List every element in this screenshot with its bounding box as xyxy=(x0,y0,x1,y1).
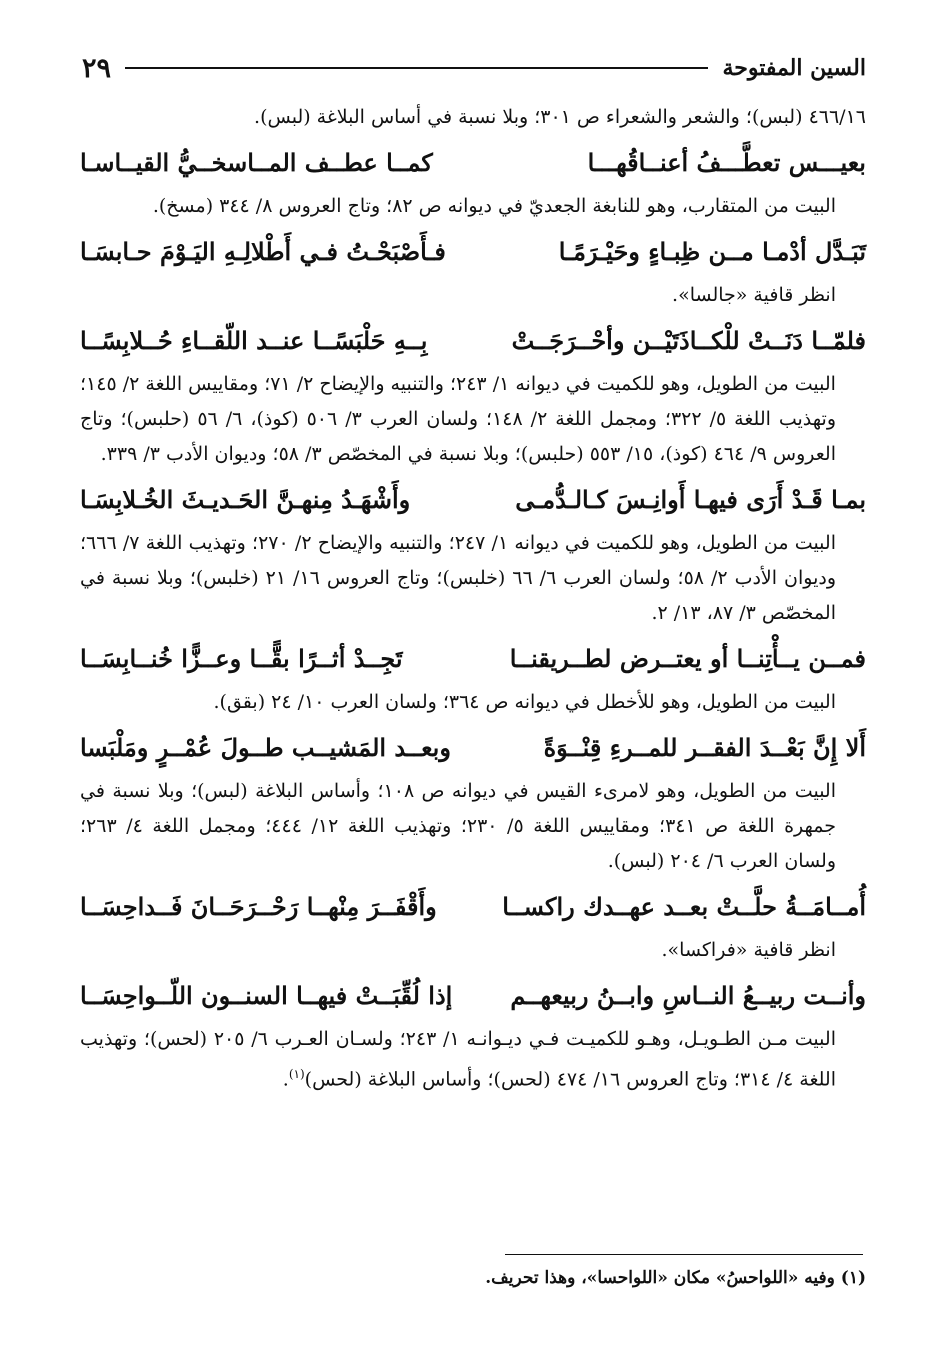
verse-first-hemistich: فلمّــا دَنَــتْ للْكــاذَتَيْــن وأحْــرَجَــتْ xyxy=(511,325,866,355)
verse-line xyxy=(80,224,866,278)
verse-second-hemistich: إذا لُقِّبَــتْ فيهــا السنــون اللّــواحِسَــا xyxy=(80,980,453,1010)
commentary-text: ٤٦٦/١٦ (لبس)؛ والشعر والشعراء ص ٣٠١؛ وبلا نسبة في أساس البلاغة (لبس). xyxy=(254,106,866,128)
commentary-paragraph xyxy=(80,685,866,720)
commentary-paragraph xyxy=(80,100,866,135)
commentary-paragraph xyxy=(80,278,866,313)
verse-second-hemistich: بِــهِ حَلْبَسًــا عنــد اللّقــاءِ حُــلابِسًــا xyxy=(80,325,428,355)
commentary-text: البيت من الطويل، وهو لامرىء القيس في ديوانه ص ١٠٨؛ وأساس البلاغة (لبس)؛ وبلا نسبة في جمهرة اللغة ص ٣٤١؛ ومقاييس اللغة ٥/ ٢٣٠؛ وتهذيب اللغة ١٢/ ٤٤٤؛ ومجمل اللغة ٤/ ٢٦٣؛ ولسان العرب ٦/ ٢٠٤ (لبس). xyxy=(80,780,836,872)
verse-line xyxy=(80,631,866,685)
footnote-marker: (١) xyxy=(288,1067,305,1081)
verse-first-hemistich: أُمــامَــةُ حلَّــتْ بعــد عهــدك راكســا xyxy=(502,891,866,921)
commentary-text: انظر قافية «فراكسا». xyxy=(661,939,836,961)
footnote: (١) وفيه «اللواحسُ» مكان «اللواحسا»، وهذا تحريف. xyxy=(485,1268,866,1288)
page-number: ٢٩ xyxy=(82,52,112,84)
verse-first-hemistich: أَلا إِنَّ بَعْــدَ الفقــر للمــرءِ قِنْــوَةً xyxy=(543,732,866,762)
commentary-paragraph xyxy=(80,774,866,879)
verse-second-hemistich: تَجِــدْ أثــرًا بقًّــا وعــزًّا خُنــابِسَــا xyxy=(80,643,403,673)
footnote-rule xyxy=(505,1254,863,1255)
commentary-text: البيت من الطويل، وهو للأخطل في ديوانه ص ٣٦٤؛ ولسان العرب ١٠/ ٢٤ (بقق). xyxy=(213,691,836,713)
page-header xyxy=(82,48,866,88)
verse-second-hemistich: فـأَصْبَحْـتُ فـي أَطْلالِـهِ اليَـوْمَ حـابسَـا xyxy=(80,236,446,266)
running-title: السين المفتوحة xyxy=(722,55,866,81)
header-rule xyxy=(125,67,708,69)
commentary-text: البيت من المتقارب، وهو للنابغة الجعديّ في ديوانه ص ٨٢؛ وتاج العروس ٨/ ٣٤٤ (مسخ). xyxy=(152,195,836,217)
verse-second-hemistich: وأَقْفَــرَ مِنْهــا رَحْــرَحَــانَ فَــداحِسَــا xyxy=(80,891,437,921)
commentary-text: انظر قافية «جالسا». xyxy=(672,284,836,306)
commentary-paragraph xyxy=(80,1022,866,1097)
commentary-text: البيت من الطويل، وهو للكميت في ديوانه ١/ ٢٤٣؛ والتنبيه والإيضاح ٢/ ٧١؛ ومقاييس اللغة ٢/ ١٤٥؛ وتهذيب اللغة ٥/ ٣٢٢؛ ومجمل اللغة ٢/ ١٤٨؛ ولسان العرب ٣/ ٥٠٦ (كوذ)، ٦/ ٥٦ (حلبس)؛ وتاج العروس ٩/ ٤٦٤ (كوذ)، ١٥/ ٥٥٣ (حلبس)؛ وبلا نسبة في المخصّص ٣/ ٥٨؛ وديوان الأدب ٣/ ٣٣٩. xyxy=(80,373,837,465)
commentary-paragraph xyxy=(80,933,866,968)
verse-second-hemistich: وأَشْهَـدُ مِنهـنَّ الحَـديـثَ الخُـلابِسَـا xyxy=(80,484,411,514)
verse-line xyxy=(80,879,866,933)
verse-line xyxy=(80,472,866,526)
verse-first-hemistich: فمــن يــأْتِنــا أو يعتــرض لطــريقنــا xyxy=(509,643,866,673)
verse-line xyxy=(80,968,866,1022)
commentary-paragraph xyxy=(80,526,866,631)
verse-line xyxy=(80,720,866,774)
verse-line xyxy=(80,313,866,367)
verse-line xyxy=(80,135,866,189)
verse-first-hemistich: بعيـــس تعطَّـــفُ أعنــاقُهـــا xyxy=(587,147,866,177)
verse-first-hemistich: تَبَـدَّل أدْمـا مــن ظِبـاءٍ وحَيْـرَمًـا xyxy=(558,236,866,266)
verse-first-hemistich: وأنــت ربيــعُ النــاسِ وابــنُ ربيعهــم xyxy=(510,980,866,1010)
verse-first-hemistich: بمـا قَـدْ أَرَى فيهـا أَوانِـسَ كـالـدُّمـى xyxy=(515,484,866,514)
commentary-text: البيت مـن الطـويـل، وهـو للكميـت فـي ديـوانـه ١/ ٢٤٣؛ ولسـان العـرب ٦/ ٢٠٥ (لحس)؛ وتهذيب اللغة ٤/ ٣١٤؛ وتاج العروس ١٦/ ٤٧٤ (لحس)؛ وأساس البلاغة (لحس) xyxy=(80,1028,836,1091)
page-content xyxy=(80,100,866,1097)
commentary-tail: . xyxy=(282,1068,289,1091)
verse-second-hemistich: كمــا عطــف المــاسخــيُّ القيــاسـا xyxy=(80,147,433,177)
commentary-paragraph xyxy=(80,367,866,472)
verse-second-hemistich: وبعــد المَشيــب طــولَ عُمْــرٍ ومَلْبَسا xyxy=(80,732,451,762)
commentary-paragraph xyxy=(80,189,866,224)
commentary-text: البيت من الطويل، وهو للكميت في ديوانه ١/ ٢٤٧؛ والتنبيه والإيضاح ٢/ ٢٧٠؛ وتهذيب اللغة ٧/ ٦٦٦؛ وديوان الأدب ٢/ ٥٨؛ ولسان العرب ٦/ ٦٦ (خلبس)؛ وتاج العروس ١٦/ ٢١ (خلبس)؛ وبلا نسبة في المخصّص ٣/ ٨٧، ١٣/ ٢. xyxy=(80,532,836,624)
